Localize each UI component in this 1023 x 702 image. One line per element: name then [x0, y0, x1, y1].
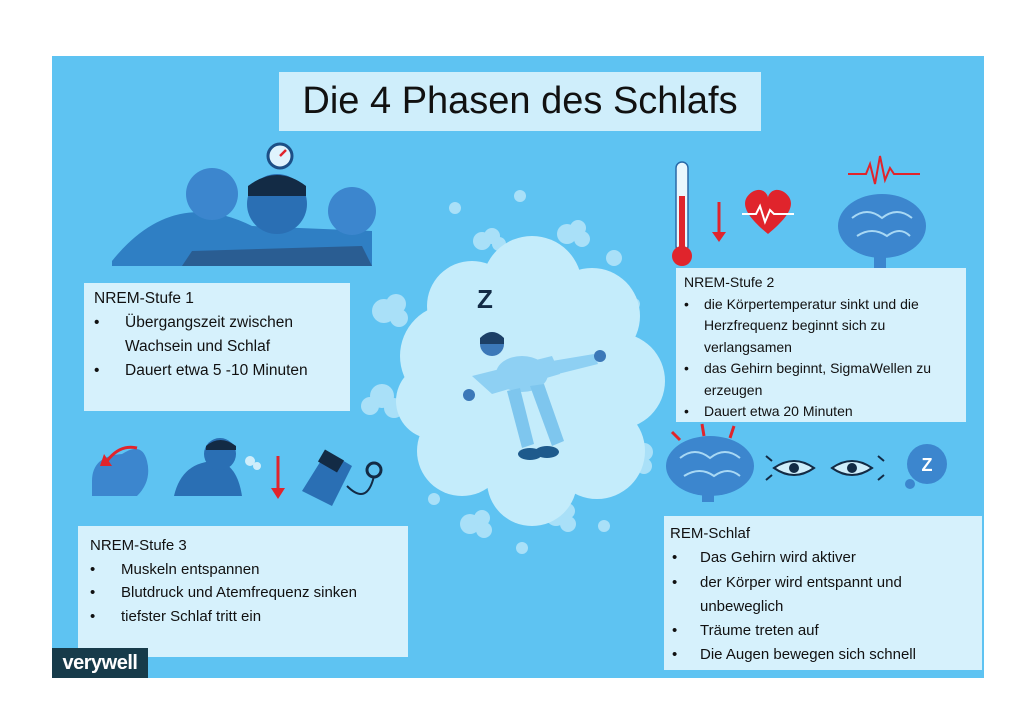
stage-card-rem [664, 516, 982, 670]
alarm-clock-icon [268, 144, 292, 168]
stage-item: • tiefster Schlaf tritt ein [90, 605, 396, 629]
sleep-z-symbol [477, 284, 493, 314]
eye-icon [766, 456, 814, 480]
stage-heading: REM-Schlaf [670, 525, 751, 542]
stage-card-nrem3 [78, 526, 408, 657]
stage-item: • Dauert etwa 5 -10 Minuten [94, 359, 340, 383]
blood-pressure-cuff-icon [302, 449, 381, 506]
arm-icon [92, 447, 148, 496]
verywell-logo: verywell [52, 648, 148, 678]
stage-heading: NREM-Stufe 1 [94, 290, 194, 307]
stage-item: • Übergangszeit zwischen Wachsein und Schlaf [94, 311, 340, 359]
heartbeat-line-icon [848, 156, 920, 184]
page-title: Die 4 Phasen des Schlafs [302, 80, 738, 122]
stage-item: • Träume treten auf [670, 619, 976, 643]
stage-card-nrem2 [676, 268, 966, 422]
breathing-person-icon [174, 438, 261, 496]
down-arrow-icon [712, 202, 726, 242]
stage-heading: NREM-Stufe 3 [90, 537, 187, 554]
badge-z-letter: Z [921, 455, 933, 475]
stage-item: • Die Augen bewegen sich schnell [670, 643, 976, 667]
stage-item: • Dauert etwa 20 Minuten [684, 401, 958, 423]
stage-item: • Muskeln entspannen [90, 558, 396, 582]
brain-icon [838, 194, 926, 268]
down-arrow-icon [271, 456, 285, 499]
stage-item: • Das Gehirn wird aktiver [670, 546, 976, 570]
sleeping-people-icon [112, 168, 376, 266]
stage-item: • die Körpertemperatur sinkt und die Herzfrequenz beginnt sich zu verlangsamen [684, 294, 958, 359]
infographic-panel [52, 56, 984, 678]
center-z-letter: Z [477, 284, 493, 314]
stage-item: • das Gehirn beginnt, SigmaWellen zu erzeugen [684, 358, 958, 401]
thermometer-icon [672, 162, 692, 266]
sleep-z-badge [922, 455, 933, 475]
brain-icon [666, 424, 754, 502]
stage-heading: NREM-Stufe 2 [684, 274, 775, 290]
stage-item: • der Körper wird entspannt und unbeweglich [670, 571, 976, 620]
stage-item: • Blutdruck und Atemfrequenz sinken [90, 581, 396, 605]
eye-icon [832, 456, 884, 480]
stage-card-nrem1 [84, 283, 350, 411]
title-box [279, 72, 761, 131]
heart-icon [742, 190, 794, 234]
